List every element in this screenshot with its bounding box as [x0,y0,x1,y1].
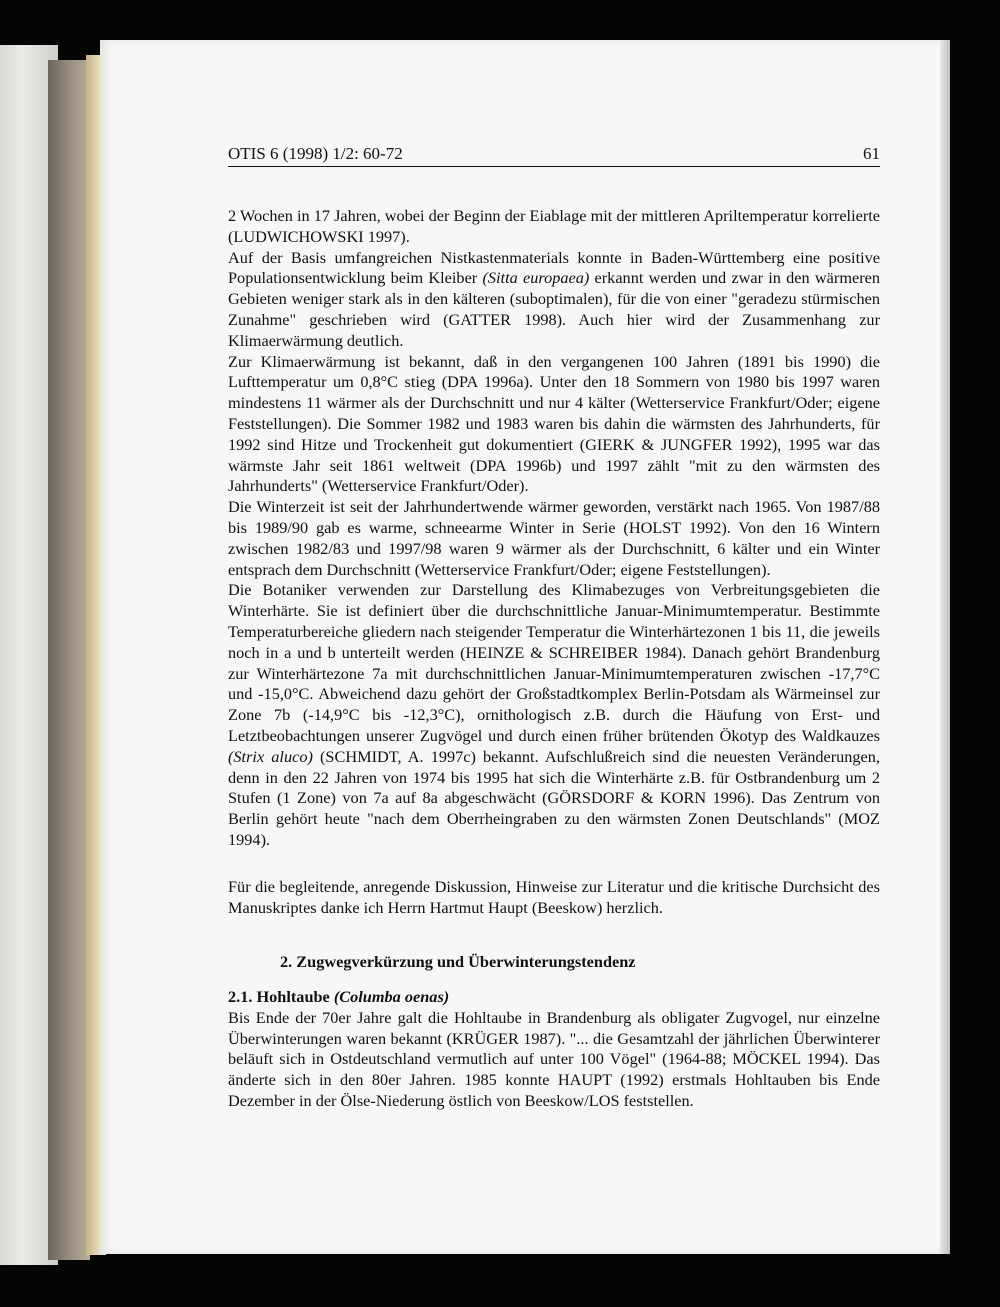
running-header [228,144,880,167]
page-number: 61 [863,144,880,163]
page-body [228,206,880,1112]
spacer [228,851,880,877]
page-edge [940,40,950,1254]
paragraph-5-text-a: Die Botaniker verwenden zur Darstellung des Klimabezuges von Verbreitungsgebieten die Winterhärte. Sie ist definiert über die durchschnittliche Januar-Minimumtemperatur. Bestimmte Temperaturbereiche gliedern nach steigender Temperatur die Winterhärtezonen 1 bis 11, die jeweils noch in a und b unterteilt werden (HEINZE & SCHREIBER 1984). Danach gehört Brandenburg zur Winterhärtezone 7a mit durchschnittlichen Januar-Minimumtemperaturen zwischen -17,7°C und -15,0°C. Abweichend dazu gehört der Großstadtkomplex Berlin-Potsdam als Wärmeinsel zur Zone 7b (-14,9°C bis -12,3°C), ornithologisch z.B. durch die Häufung von Erst- und Letztbeobachtungen unserer Zugvögel und durch einen früher brütenden Ökotyp des Waldkauzes [228,580,880,745]
species-name-hohltaube: (Columba oenas) [333,987,450,1007]
species-name-waldkauz: (Strix aluco) [228,746,313,766]
paragraph-4: Die Winterzeit ist seit der Jahrhundertwende wärmer geworden, verstärkt nach 1965. Von 1987/88 bis 1989/90 gab es warme, schneearme Winter in Serie (HOLST 1992). Von den 16 Wintern zwischen 1982/83 und 1997/98 waren 9 wärmer als der Durchschnitt, 6 kälter und ein Winter entsprach dem Durchschnitt (Wetterservice Frankfurt/Oder; eigene Feststellungen). [228,497,880,579]
binder-shadow [48,60,90,1260]
acknowledgement: Für die begleitende, anregende Diskussion, Hinweise zur Literatur und die kritische Durchsicht des Manuskriptes danke ich Herrn Hartmut Haupt (Beeskow) herzlich. [228,876,880,917]
paragraph-7: Bis Ende der 70er Jahre galt die Hohltaube in Brandenburg als obligater Zugvogel, nur einzelne Überwinterungen waren bekannt (KRÜGER 1987). "... die Gesamtzahl der jährlichen Überwinterer beläuft sich in Ostdeutschland vermutlich auf unter 100 Vögel" (1964-88; MÖCKEL 1994). Das änderte sich in den 80er Jahren. 1985 konnte HAUPT (1992) erstmals Hohltauben bis Ende Dezember in der Ölse-Niederung östlich von Beeskow/LOS feststellen. [228,1007,880,1111]
paragraph-2-text-b: erkannt werden und zwar in den wärmeren Gebieten weniger stark als in den kälteren (suboptimalen), für die von einer "geradezu stürmischen Zunahme" geschrieben wird (GATTER 1998). Auch hier wird der Zusammenhang zur Klimaerwärmung deutlich. [228,268,880,350]
paragraph-2-text-a: Auf der Basis umfangreichen Nistkastenmaterials konnte in Baden-Württemberg eine positive Populationsentwicklung beim Kleiber [228,247,880,288]
paragraph-2 [228,248,880,352]
section-heading: 2. Zugwegverkürzung und Überwinterungstendenz [280,952,636,972]
species-name-kleiber: (Sitta europaea) [482,268,590,288]
paragraph-1: 2 Wochen in 17 Jahren, wobei der Beginn der Eiablage mit der mittleren Apriltemperatur korrelierte (LUDWICHOWSKI 1997). [228,206,880,246]
paragraph-3: Zur Klimaerwärmung ist bekannt, daß in den vergangenen 100 Jahren (1891 bis 1990) die Lufttemperatur um 0,8°C stieg (DPA 1996a). Unter den 18 Sommern von 1980 bis 1997 waren mindestens 11 wärmer als der Durchschnitt und nur 4 kälter (Wetterservice Frankfurt/Oder; eigene Feststellungen). Die Sommer 1982 und 1983 waren bis dahin die wärmsten des Jahrhunderts, für 1992 sind Hitze und Trockenheit gut dokumentiert (GIERK & JUNGFER 1992), 1995 war das wärmste Jahr seit 1861 weltweit (DPA 1996b) und 1997 zählt "mit zu den wärmsten des Jahrhunderts" (Wetterservice Frankfurt/Oder). [228,351,880,496]
spacer [228,918,880,952]
subsection-number: 2.1. Hohltaube [228,987,334,1007]
paragraph-5-text-b: (SCHMIDT, A. 1997c) bekannt. Aufschlußreich sind die neuesten Veränderungen, denn in den 22 Jahren von 1974 bis 1995 hat sich die Winterhärte z.B. für Ostbrandenburg um 2 Stufen (1 Zone) von 7a auf 8a abgeschwächt (GÖRSDORF & KORN 1996). Das Zentrum von Berlin gehört heute "nach dem Oberrheingraben zu den wärmsten Zonen Deutschlands" (MOZ 1994). [228,746,880,849]
journal-citation: OTIS 6 (1998) 1/2: 60-72 [228,144,403,163]
paragraph-5 [228,580,880,850]
subsection-heading [228,987,880,1008]
